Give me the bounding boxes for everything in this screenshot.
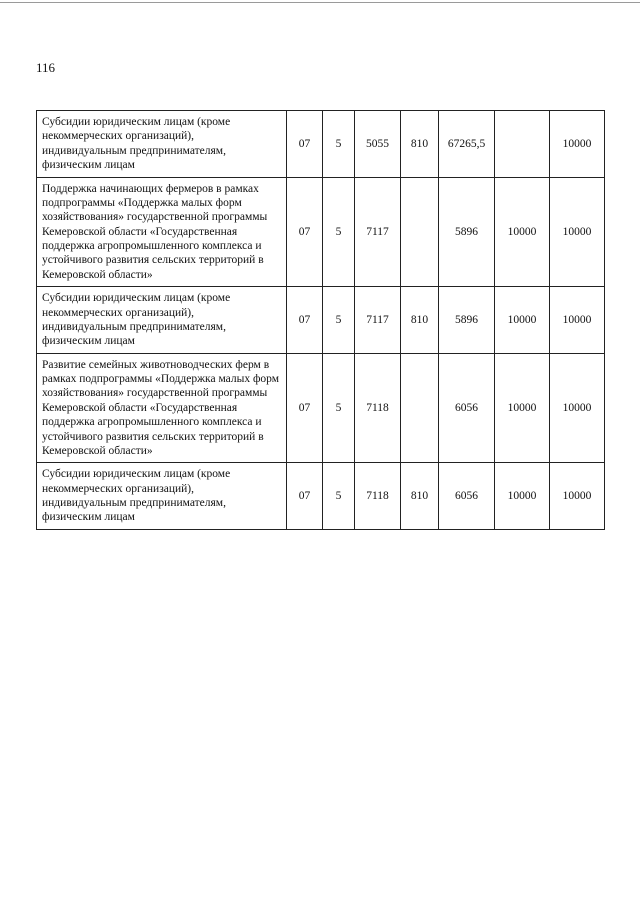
subsection-code-cell: 5 — [323, 287, 355, 354]
page-number: 116 — [36, 60, 56, 75]
program-code-cell: 7117 — [355, 287, 401, 354]
program-code-cell: 7117 — [355, 177, 401, 287]
amount-cell-1: 5896 — [439, 287, 495, 354]
budget-table — [36, 110, 605, 530]
top-rule — [0, 2, 640, 3]
amount-cell-2: 10000 — [495, 463, 550, 530]
amount-cell-2: 10000 — [495, 287, 550, 354]
amount-cell-3: 10000 — [550, 111, 605, 178]
table-row — [37, 111, 605, 178]
amount-cell-3: 10000 — [550, 353, 605, 463]
subsection-code-cell: 5 — [323, 463, 355, 530]
expense-type-cell: 810 — [401, 287, 439, 354]
amount-cell-1: 6056 — [439, 463, 495, 530]
subsection-code-cell: 5 — [323, 111, 355, 178]
subsection-code-cell: 5 — [323, 353, 355, 463]
section-code-cell: 07 — [287, 353, 323, 463]
subsection-code-cell: 5 — [323, 177, 355, 287]
amount-cell-1: 5896 — [439, 177, 495, 287]
row-name-cell: Субсидии юридическим лицам (кроме некоммерческих организаций), индивидуальным предпринимателям, физическим лицам — [37, 111, 287, 178]
expense-type-cell — [401, 353, 439, 463]
table-row — [37, 463, 605, 530]
program-code-cell: 7118 — [355, 463, 401, 530]
amount-cell-1: 67265,5 — [439, 111, 495, 178]
expense-type-cell: 810 — [401, 111, 439, 178]
amount-cell-1: 6056 — [439, 353, 495, 463]
program-code-cell: 7118 — [355, 353, 401, 463]
table-row — [37, 177, 605, 287]
amount-cell-2 — [495, 111, 550, 178]
amount-cell-3: 10000 — [550, 287, 605, 354]
row-name-cell: Субсидии юридическим лицам (кроме некоммерческих организаций), индивидуальным предпринимателям, физическим лицам — [37, 463, 287, 530]
row-name-cell: Поддержка начинающих фермеров в рамках подпрограммы «Поддержка малых форм хозяйствования» государственной программы Кемеровской области «Государственная поддержка агропромышленного комплекса и устойчивого развития сельских территорий в Кемеровской области» — [37, 177, 287, 287]
section-code-cell: 07 — [287, 287, 323, 354]
section-code-cell: 07 — [287, 177, 323, 287]
table-row — [37, 353, 605, 463]
table-row — [37, 287, 605, 354]
table-body — [37, 111, 605, 530]
section-code-cell: 07 — [287, 111, 323, 178]
amount-cell-2: 10000 — [495, 353, 550, 463]
amount-cell-3: 10000 — [550, 177, 605, 287]
amount-cell-2: 10000 — [495, 177, 550, 287]
row-name-cell: Субсидии юридическим лицам (кроме некоммерческих организаций), индивидуальным предпринимателям, физическим лицам — [37, 287, 287, 354]
expense-type-cell — [401, 177, 439, 287]
row-name-cell: Развитие семейных животноводческих ферм в рамках подпрограммы «Поддержка малых форм хозяйствования» государственной программы Кемеровской области «Государственная поддержка агропромышленного комплекса и устойчивого развития сельских территорий в Кемеровской области» — [37, 353, 287, 463]
expense-type-cell: 810 — [401, 463, 439, 530]
section-code-cell: 07 — [287, 463, 323, 530]
amount-cell-3: 10000 — [550, 463, 605, 530]
program-code-cell: 5055 — [355, 111, 401, 178]
